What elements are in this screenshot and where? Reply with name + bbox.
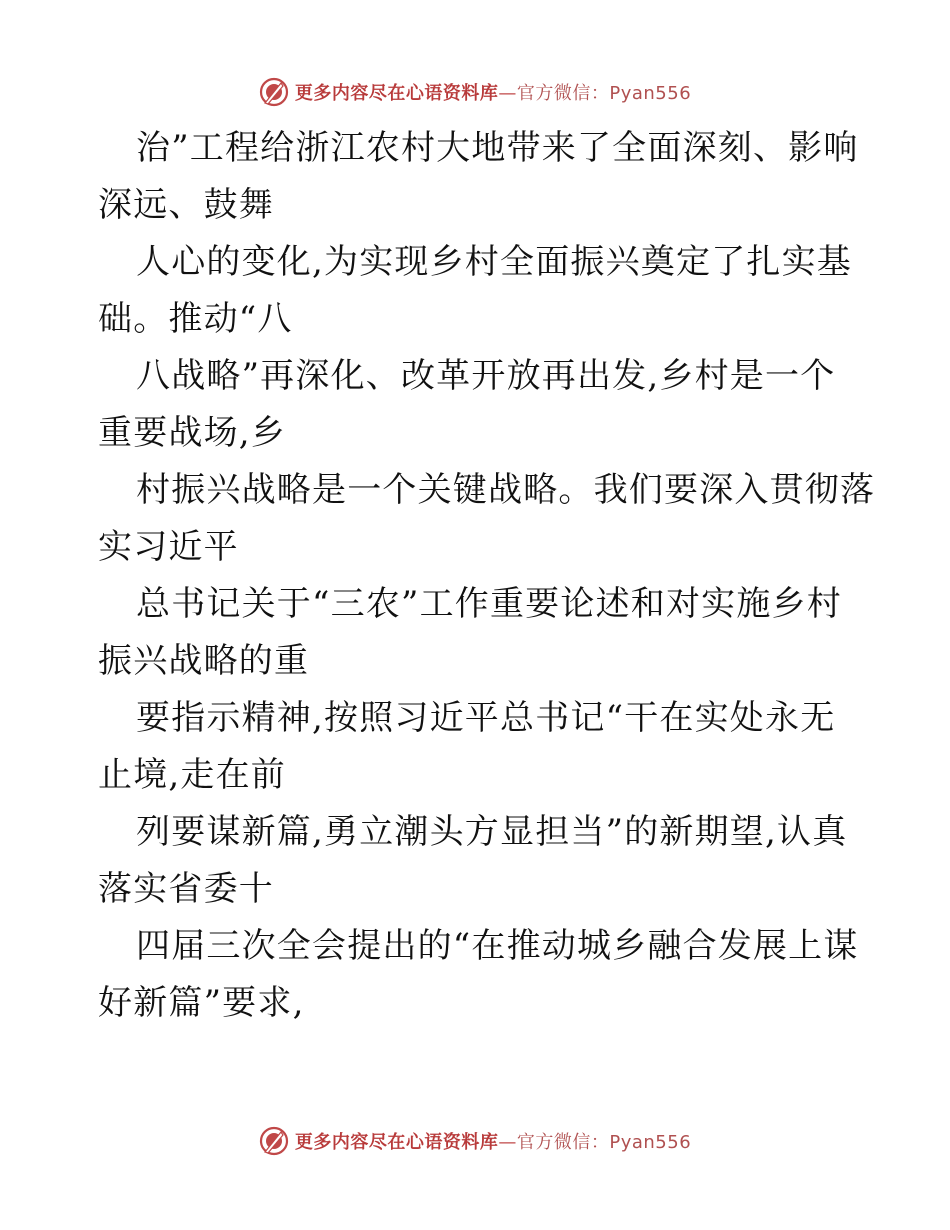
body-line: 重要战场,乡 [98,413,287,453]
watermark-wechat-label: 官方微信： [516,1132,610,1153]
watermark-text [295,1128,691,1154]
body-line: 人心的变化,为实现乡村全面振兴奠定了扎实基 [136,242,853,282]
body-line: 振兴战略的重 [98,641,310,681]
body-line: 实习近平 [98,527,239,567]
watermark-site: 更多内容尽在心语资料库 [294,83,499,104]
body-line: 四届三次全会提出的“在推动城乡融合发展上谋 [136,926,859,966]
watermark-separator: — [498,83,517,104]
watermark-wechat-label: 官方微信： [516,83,610,104]
watermark-text [295,79,691,105]
footer-watermark [0,1121,950,1161]
body-line: 治”工程给浙江农村大地带来了全面深刻、影响 [136,128,859,168]
body-line: 八战略”再深化、改革开放再出发,乡村是一个 [136,356,836,396]
body-line: 落实省委十 [98,869,274,909]
watermark-wechat-id: Pyan556 [609,83,692,104]
body-line: 要指示精神,按照习近平总书记“干在实处永无 [136,698,836,738]
watermark-site: 更多内容尽在心语资料库 [294,1132,499,1153]
body-line: 础。推动“八 [98,299,293,339]
watermark-separator: — [498,1132,517,1153]
body-line: 止境,走在前 [98,755,287,795]
body-line: 好新篇”要求, [98,983,305,1023]
quill-logo-icon [259,77,289,107]
body-line: 总书记关于“三农”工作重要论述和对实施乡村 [136,584,842,624]
body-line: 列要谋新篇,勇立潮头方显担当”的新期望,认真 [136,812,848,852]
watermark-wechat-id: Pyan556 [609,1132,692,1153]
header-watermark [0,72,950,112]
body-line: 村振兴战略是一个关键战略。我们要深入贯彻落 [136,470,876,510]
document-body [98,120,876,1032]
quill-logo-icon [259,1126,289,1156]
body-line: 深远、鼓舞 [98,185,274,225]
